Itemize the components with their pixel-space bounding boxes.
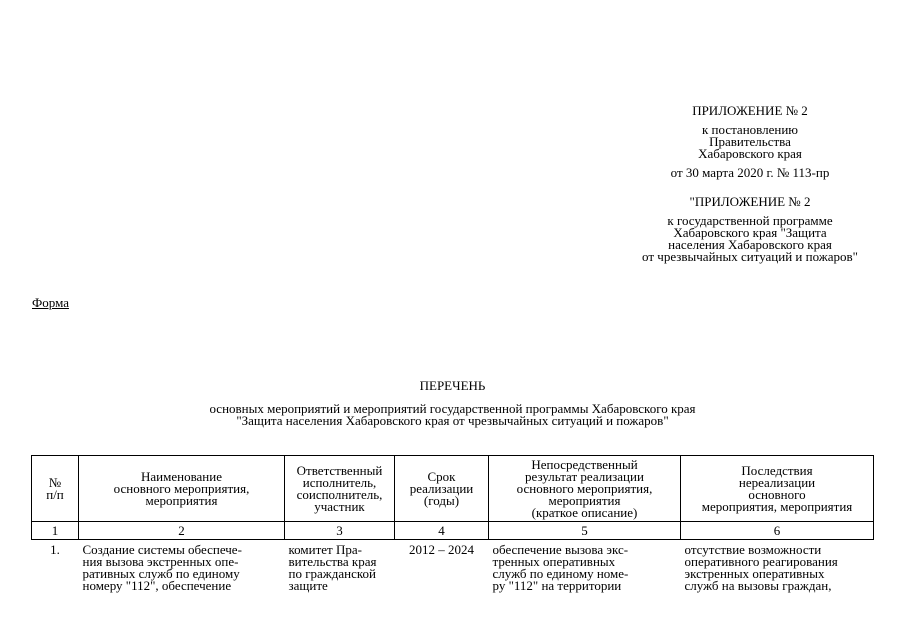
- document-title: ПЕРЕЧЕНЬ: [419, 378, 486, 393]
- column-number-cell: 5: [489, 522, 681, 540]
- appendix-to-line: к государственной программе: [667, 213, 833, 228]
- table-cell-executor: комитет Пра- вительства края по гражданской защите: [288, 542, 377, 593]
- subtitle-line: "Защита населения Хабаровского края от чрезвычайных ситуаций и пожаров": [236, 413, 669, 428]
- document-subtitle: [0, 403, 905, 427]
- table-cell-period: 2012 – 2024: [409, 542, 474, 557]
- appendix-date-line: от 30 марта 2020 г. № 113-пр: [670, 165, 830, 180]
- appendix-to-line: населения Хабаровского края: [668, 237, 832, 252]
- appendix-to-line: Хабаровского края: [698, 146, 802, 161]
- appendix-decree: [600, 105, 900, 179]
- column-number-cell: 4: [395, 522, 489, 540]
- table-header-cell: Ответственный исполнитель, соисполнитель, участник: [285, 456, 395, 522]
- table-cell-consequences: отсутствие возможности оперативного реагирования экстренных оперативных служб на вызовы граждан,: [684, 542, 838, 593]
- activities-table: [31, 455, 874, 604]
- appendix-to-line: от чрезвычайных ситуаций и пожаров": [642, 249, 858, 264]
- appendix-to-line: Хабаровского края "Защита: [673, 225, 827, 240]
- column-number-cell: 3: [285, 522, 395, 540]
- form-label: Форма: [32, 295, 69, 310]
- appendix-title: "ПРИЛОЖЕНИЕ № 2: [689, 194, 811, 209]
- column-number-cell: 1: [32, 522, 79, 540]
- table-cell-activity: Создание системы обеспече- ния вызова экстренных опе- ративных служб по единому номеру "112", обеспечение: [82, 542, 242, 593]
- table-cell-result: обеспечение вызова экс- тренных оперативных служб по единому номе- ру "112" на территории: [492, 542, 629, 593]
- table-header-cell: Наименование основного мероприятия, мероприятия: [79, 456, 285, 522]
- table-header-row: [32, 456, 874, 522]
- appendix-title: ПРИЛОЖЕНИЕ № 2: [692, 103, 808, 118]
- appendix-to-line: Правительства: [709, 134, 791, 149]
- subtitle-line: основных мероприятий и мероприятий государственной программы Хабаровского края: [209, 401, 696, 416]
- table-row: [32, 540, 874, 605]
- appendix-to-line: к постановлению: [701, 122, 799, 137]
- appendix-program: [600, 196, 900, 263]
- column-number-cell: 6: [681, 522, 874, 540]
- table-header-cell: Срок реализации (годы): [395, 456, 489, 522]
- table-column-numbers-row: [32, 522, 874, 540]
- table-header-cell: Непосредственный результат реализации основного мероприятия, мероприятия (краткое описание): [489, 456, 681, 522]
- table-header-cell: № п/п: [32, 456, 79, 522]
- table-cell-number: 1.: [50, 542, 60, 557]
- table-header-cell: Последствия нереализации основного мероприятия, мероприятия: [681, 456, 874, 522]
- column-number-cell: 2: [79, 522, 285, 540]
